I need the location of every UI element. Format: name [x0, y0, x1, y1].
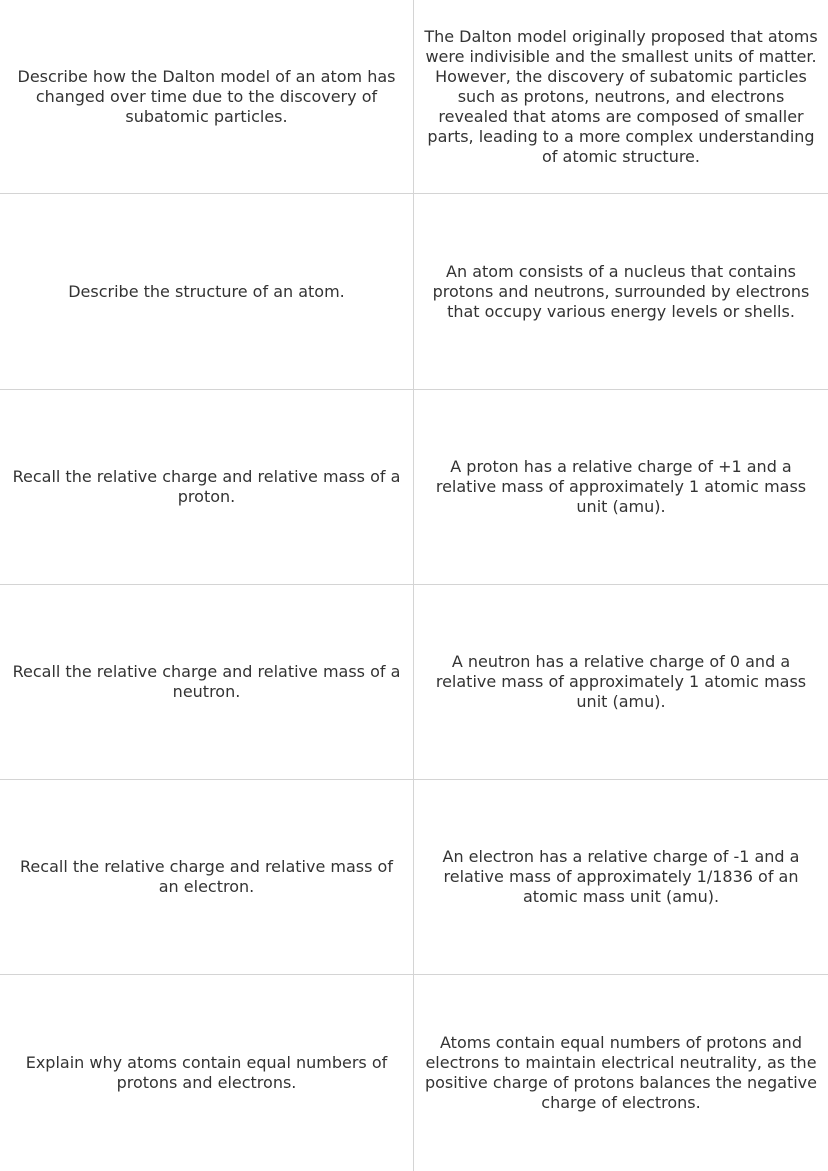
question-cell: Describe how the Dalton model of an atom has changed over time due to the discovery of subatomic particles.	[0, 0, 414, 194]
answer-cell: An electron has a relative charge of -1 and a relative mass of approximately 1/1836 of an atomic mass unit (amu).	[414, 780, 828, 975]
answer-cell: Atoms contain equal numbers of protons and electrons to maintain electrical neutrality, as the positive charge of protons balances the negative charge of electrons.	[424, 1033, 817, 1112]
question-cell: Describe the structure of an atom.	[0, 194, 414, 390]
question-cell: Recall the relative charge and relative mass of a proton.	[0, 390, 414, 585]
answer-cell: A proton has a relative charge of +1 and a relative mass of approximately 1 atomic mass unit (amu).	[414, 390, 828, 585]
answer-cell: An atom consists of a nucleus that contains protons and neutrons, surrounded by electrons that occupy various energy levels or shells.	[414, 194, 828, 390]
answer-cell: The Dalton model originally proposed that atoms were indivisible and the smallest units of matter. However, the discovery of subatomic particles such as protons, neutrons, and electrons revealed that atoms are composed of smaller parts, leading to a more complex understanding of atomic structure.	[414, 0, 828, 194]
answer-cell: A neutron has a relative charge of 0 and a relative mass of approximately 1 atomic mass unit (amu).	[414, 585, 828, 780]
question-cell: Recall the relative charge and relative mass of an electron.	[0, 780, 414, 975]
question-cell: Explain why atoms contain equal numbers of protons and electrons.	[0, 975, 414, 1171]
question-cell: Recall the relative charge and relative mass of a neutron.	[0, 585, 414, 780]
